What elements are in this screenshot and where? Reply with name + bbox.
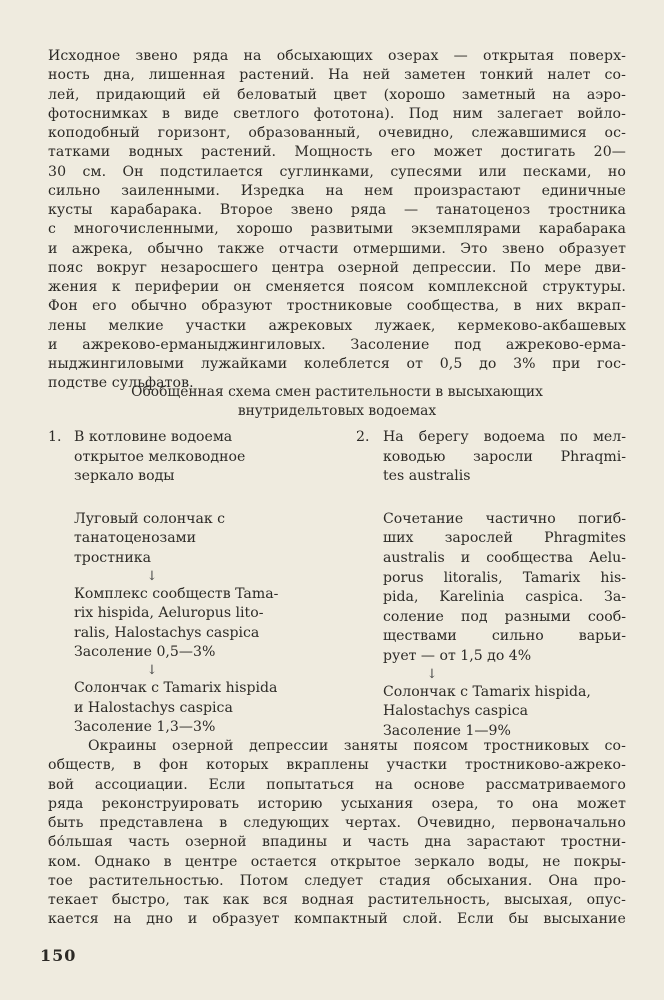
text-line: Засоление 0,5—3% — [74, 644, 216, 661]
text-line: ществами сильно варьи- — [383, 628, 626, 645]
paragraph-1 — [48, 47, 626, 394]
text-line: Окраины озерной депрессии заняты поясом тростниковых со- — [88, 738, 626, 754]
scheme-item-2-head — [356, 428, 626, 487]
text-line: с многочисленными, хорошо развитыми экземплярами карабарака — [48, 221, 626, 238]
arrow-down-icon: ↓ — [426, 666, 438, 682]
text-line: жения к периферии он сменяется поясом комплексной структуры. — [48, 279, 626, 295]
text-line: танатоценозами — [74, 530, 197, 547]
text-line: подстве сульфатов. — [48, 375, 194, 392]
text-line: Солончак с Tamarix hispida — [74, 679, 278, 696]
text-line: бо́льшая часть озерной впадины и часть дна зарастают тростни- — [48, 834, 626, 851]
item-number: 2. — [356, 429, 370, 445]
text-line: ком. Однако в центре остается открытое зеркало воды, не покры- — [48, 853, 626, 870]
page-number: 150 — [40, 946, 77, 965]
text-line: Сочетание частично погиб- — [383, 510, 626, 527]
text-line: Засоление 1,3—3% — [74, 719, 216, 736]
text-line: ность дна, лишенная растений. На ней заметен тонкий налет со- — [48, 67, 626, 84]
text-line: открытое мелководное — [74, 448, 246, 465]
text-line: Комплекс сообществ Tama- — [74, 585, 279, 602]
paragraph-2 — [48, 737, 626, 930]
text-line: и ажреково-ерманыджингиловых. Засоление под ажреково-ерма- — [48, 336, 626, 353]
scheme-column-2 — [356, 428, 626, 741]
text-line: ших зарослей Phragmites — [383, 530, 626, 547]
text-line: Солончак с Tamarix hispida, — [383, 683, 591, 700]
text-line: лей, придающий ей беловатый цвет (хорошо заметный на аэро- — [48, 86, 626, 103]
text-line: australis и сообщества Aelu- — [383, 549, 626, 566]
text-line: pida, Karelinia caspica. За- — [383, 589, 626, 606]
text-line: обществ, в фон которых вкраплены участки тростниково-ажреко- — [48, 757, 626, 774]
text-line: текает быстро, так как вся водная растительность, высыхая, опус- — [48, 892, 626, 908]
scheme-title-line: Обобщенная схема смен растительности в высыхающих — [131, 384, 543, 400]
scheme-stage — [48, 585, 318, 663]
text-line: и Halostachys caspica — [74, 699, 233, 716]
text-line: Исходное звено ряда на обсыхающих озерах — открытая поверх- — [48, 48, 626, 64]
text-line: кается на дно и образует компактный слой. Если бы высыхание — [48, 911, 626, 928]
text-line: сильно заиленными. Изредка на нем произрастают единичные — [48, 182, 626, 199]
scheme-title-line: внутридельтовых водоемах — [237, 403, 437, 419]
text-line: В котловине водоема — [74, 429, 233, 445]
text-line: ныджингиловыми лужайками колеблется от 0,5 до 3% при гос- — [48, 356, 626, 372]
arrow-down-icon: ↓ — [146, 568, 158, 584]
text-line: пояс вокруг незаросшего центра озерной депрессии. По мере дви- — [48, 259, 626, 276]
text-line: Засоление 1—9% — [383, 722, 511, 739]
arrow-down-icon: ↓ — [146, 662, 158, 678]
text-line: рует — от 1,5 до 4% — [383, 647, 532, 664]
text-line: tes australis — [383, 468, 471, 485]
scheme-stage — [356, 510, 626, 667]
text-line: На берегу водоема по мел- — [383, 429, 626, 445]
text-line: ralis, Halostachys caspica — [74, 624, 260, 641]
text-line: Halostachys caspica — [383, 703, 528, 720]
text-line: фотоснимках в виде светлого фототона). Под ним залегает войло- — [48, 105, 626, 122]
text-line: соление под разными сооб- — [383, 608, 626, 625]
text-line: лены мелкие участки ажрековых лужаек, кермеково-акбашевых — [48, 317, 626, 334]
text-line: тое растительностью. Потом следует стадия обсыхания. Она про- — [48, 872, 626, 889]
text-line: ководью заросли Phraqmi- — [383, 448, 626, 465]
scheme-stage — [356, 683, 626, 742]
scheme-item-1-head — [48, 428, 318, 487]
text-line: кусты карабарака. Второе звено ряда — танатоценоз тростника — [48, 202, 626, 218]
text-line: коподобный горизонт, образованный, очевидно, слежавшимися ос- — [48, 125, 626, 141]
text-line: тростника — [74, 549, 151, 566]
text-line: Луговый солончак с — [74, 510, 226, 527]
scheme-stage — [48, 510, 318, 569]
text-line: татками водных растений. Мощность его может достигать 20— — [48, 144, 626, 161]
scheme-title — [48, 383, 626, 421]
text-line: вой ассоциации. Если попытаться на основе рассматриваемого — [48, 776, 626, 793]
scheme-stage — [48, 679, 318, 738]
text-line: и ажрека, обычно также отчасти отмершими. Это звено образует — [48, 240, 626, 257]
text-line: зеркало воды — [74, 468, 175, 485]
text-line: ряда реконструировать историю усыхания озера, то она может — [48, 795, 626, 812]
text-line: 30 см. Он подстилается суглинками, супесями или песками, но — [48, 163, 626, 180]
text-line: rix hispida, Aeluropus lito- — [74, 605, 264, 622]
text-line: быть представлена в следующих чертах. Очевидно, первоначально — [48, 815, 626, 831]
scheme-column-1 — [48, 428, 318, 738]
item-number: 1. — [48, 429, 62, 445]
text-line: Фон его обычно образуют тростниковые сообщества, в них вкрап- — [48, 298, 626, 315]
text-line: porus litoralis, Tamarix his- — [383, 569, 626, 586]
